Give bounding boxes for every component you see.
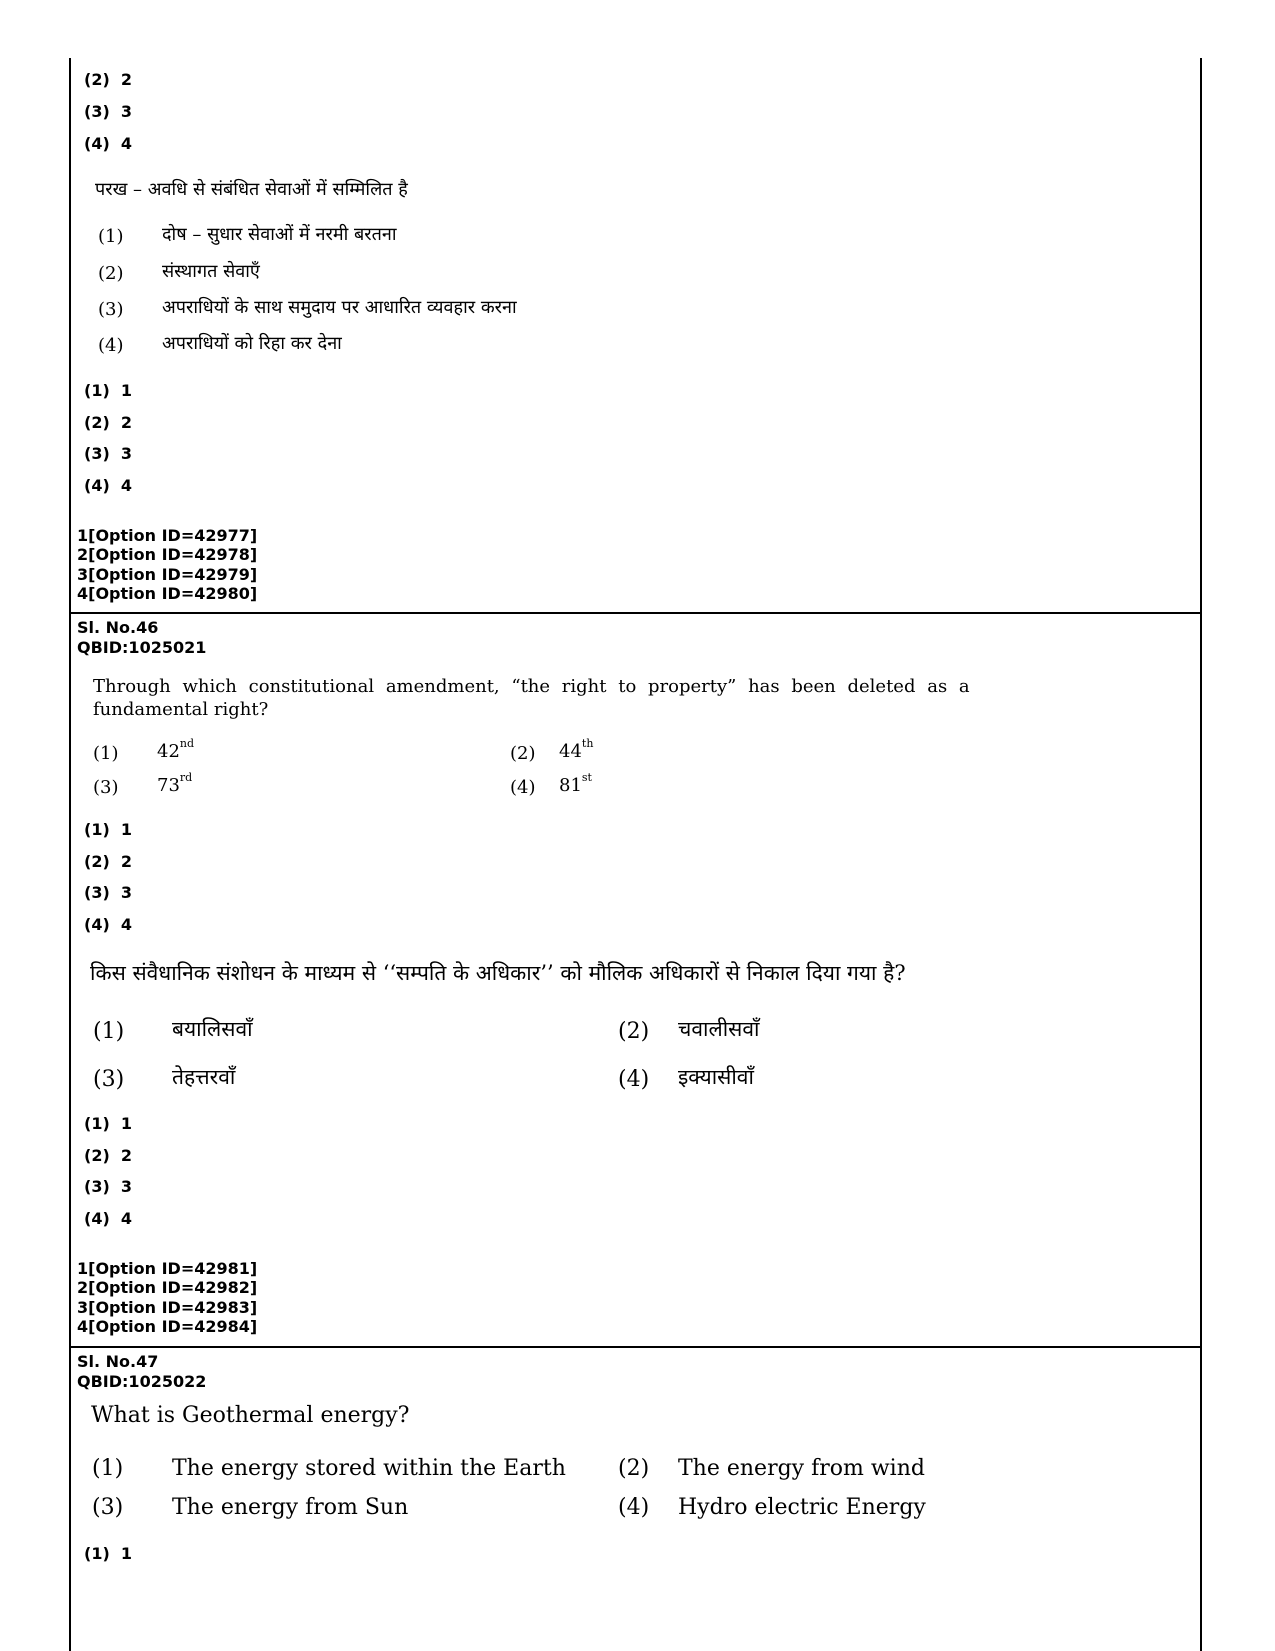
answer-option: (2) 2 xyxy=(84,70,133,89)
question-text: fundamental right? xyxy=(93,699,269,720)
option-number: (4) xyxy=(510,777,536,798)
option-text: तेहत्तरवाँ xyxy=(172,1065,236,1089)
option-text: Hydro electric Energy xyxy=(678,1495,926,1520)
option-id: 1[Option ID=42981] xyxy=(77,1259,258,1278)
question-text-hindi: किस संवैधानिक संशोधन के माध्यम से ‘‘सम्पति के अधिकार’’ को मौलिक अधिकारों से निकाल दिया गया है? xyxy=(90,961,906,985)
question-divider xyxy=(69,1346,1202,1348)
question-divider xyxy=(69,612,1202,614)
option-id: 1[Option ID=42977] xyxy=(77,526,258,545)
option-text: बयालिसवाँ xyxy=(172,1017,253,1041)
option-id: 4[Option ID=42984] xyxy=(77,1317,258,1336)
option-number: (3) xyxy=(93,777,119,798)
option-number: (4) xyxy=(618,1067,650,1092)
question-bank-id: QBID:1025021 xyxy=(77,638,207,657)
answer-option: (2) 2 xyxy=(84,1146,133,1165)
answer-option: (4) 4 xyxy=(84,915,133,934)
option-id: 2[Option ID=42982] xyxy=(77,1278,258,1297)
answer-option: (4) 4 xyxy=(84,134,133,153)
option-id: 4[Option ID=42980] xyxy=(77,584,258,603)
option-number: (2) xyxy=(510,743,536,764)
option-text: संस्थागत सेवाएँ xyxy=(162,261,260,282)
answer-option: (1) 1 xyxy=(84,820,133,839)
answer-option: (3) 3 xyxy=(84,1177,133,1196)
left-border xyxy=(69,58,71,1651)
option-text: 73rd xyxy=(157,771,193,796)
option-id: 3[Option ID=42979] xyxy=(77,565,258,584)
option-number: (3) xyxy=(92,1495,124,1520)
option-text: 81st xyxy=(559,771,592,796)
question-text: What is Geothermal energy? xyxy=(91,1403,410,1428)
question-text-hindi: परख – अवधि से संबंधित सेवाओं में सम्मिलित है xyxy=(95,179,408,200)
question-bank-id: QBID:1025022 xyxy=(77,1372,207,1391)
option-number: (2) xyxy=(618,1456,650,1481)
answer-option: (2) 2 xyxy=(84,852,133,871)
option-number: (3) xyxy=(93,1067,125,1092)
option-number: (2) xyxy=(618,1019,650,1044)
option-text: The energy from wind xyxy=(678,1456,925,1481)
answer-option: (1) 1 xyxy=(84,1544,133,1563)
option-text: चवालीसवाँ xyxy=(678,1017,760,1041)
answer-option: (4) 4 xyxy=(84,1209,133,1228)
answer-option: (1) 1 xyxy=(84,1114,133,1133)
answer-option: (3) 3 xyxy=(84,102,133,121)
answer-option: (4) 4 xyxy=(84,476,133,495)
answer-option: (3) 3 xyxy=(84,444,133,463)
option-text: अपराधियों को रिहा कर देना xyxy=(162,333,342,354)
option-number: (1) xyxy=(93,743,119,764)
option-number: (1) xyxy=(93,1019,125,1044)
option-text: 44th xyxy=(559,737,594,762)
serial-number: Sl. No.47 xyxy=(77,1352,159,1371)
option-text: 42nd xyxy=(157,737,195,762)
option-id: 2[Option ID=42978] xyxy=(77,545,258,564)
option-text: इक्यासीवाँ xyxy=(678,1065,754,1089)
option-text: The energy from Sun xyxy=(172,1495,409,1520)
serial-number: Sl. No.46 xyxy=(77,618,159,637)
option-number: (1) xyxy=(98,226,124,247)
option-id: 3[Option ID=42983] xyxy=(77,1298,258,1317)
option-number: (4) xyxy=(98,335,124,356)
answer-option: (2) 2 xyxy=(84,413,133,432)
option-number: (3) xyxy=(98,299,124,320)
option-text: अपराधियों के साथ समुदाय पर आधारित व्यवहार करना xyxy=(162,297,517,318)
answer-option: (3) 3 xyxy=(84,883,133,902)
option-number: (4) xyxy=(618,1495,650,1520)
option-text: The energy stored within the Earth xyxy=(172,1456,566,1481)
answer-option: (1) 1 xyxy=(84,381,133,400)
option-number: (1) xyxy=(92,1456,124,1481)
option-text: दोष – सुधार सेवाओं में नरमी बरतना xyxy=(162,224,397,245)
right-border xyxy=(1200,58,1202,1651)
question-text: Through which constitutional amendment, “the right to property” has been deleted as a xyxy=(93,676,970,697)
option-number: (2) xyxy=(98,263,124,284)
